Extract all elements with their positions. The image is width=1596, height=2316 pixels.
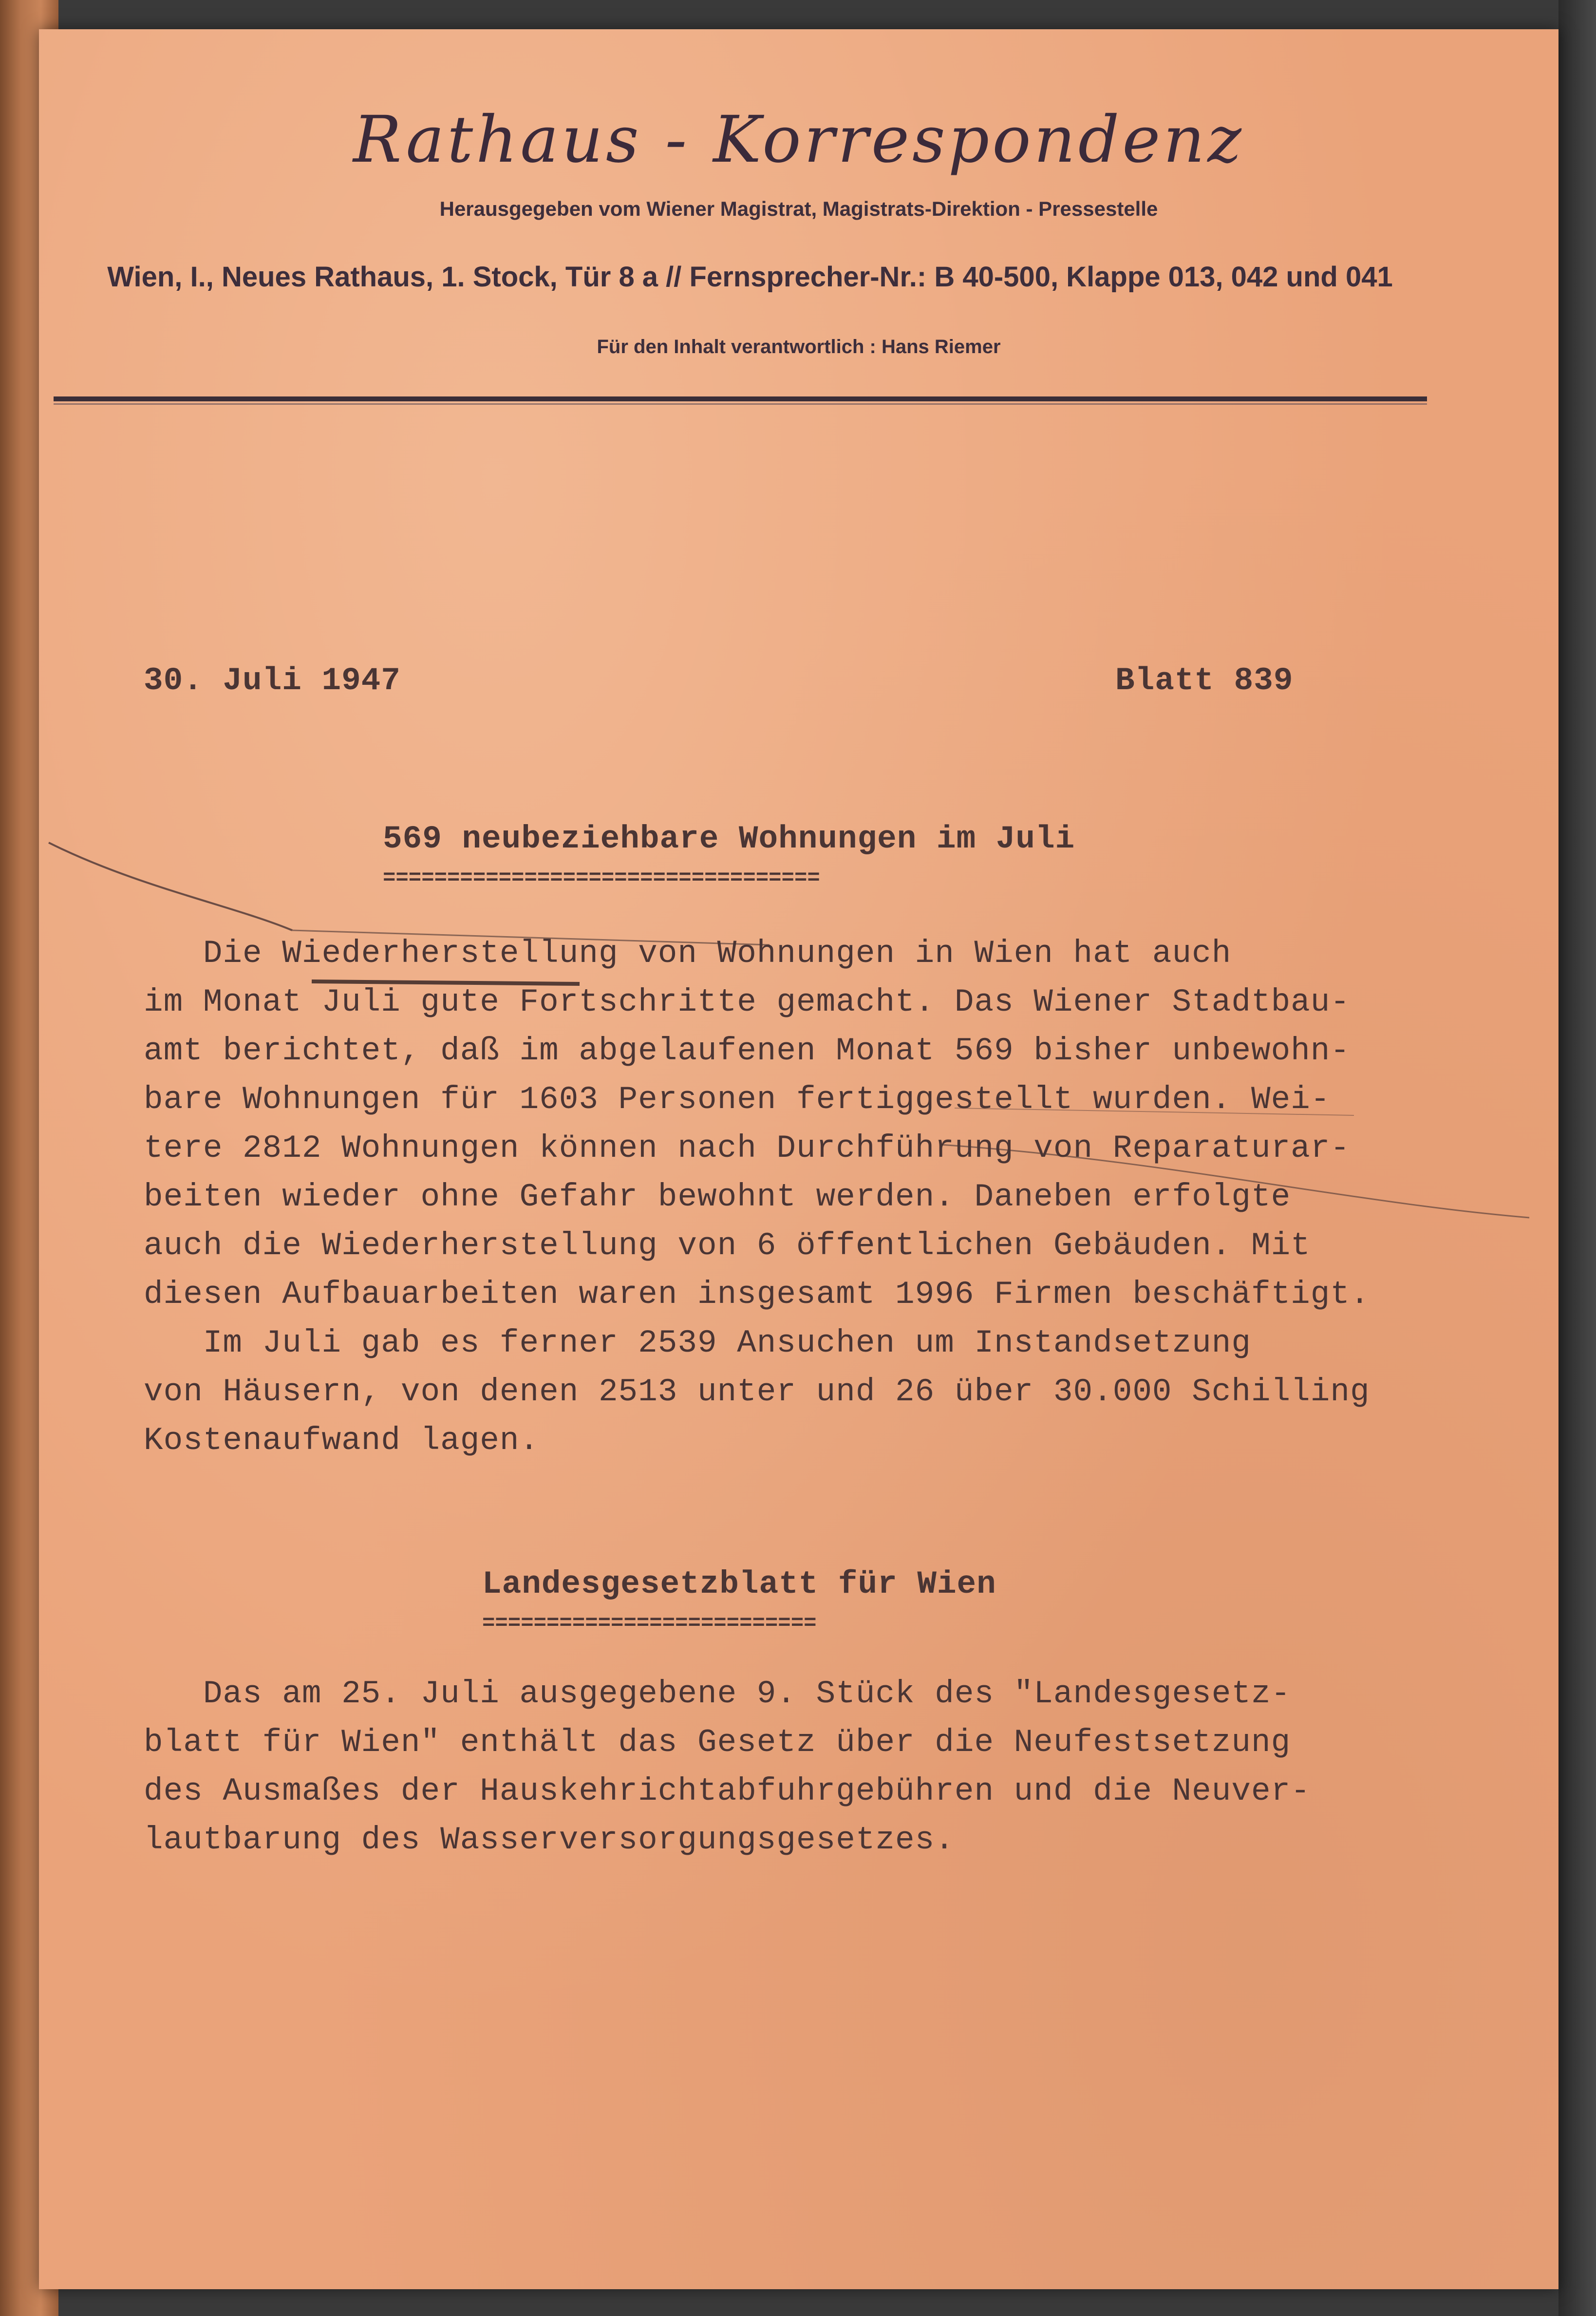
article1-line: diesen Aufbauarbeiten waren insgesamt 1996 Firmen beschäftigt.: [144, 1276, 1370, 1313]
article1-line: im Monat Juli gute Fortschritte gemacht. Das Wiener Stadtbau-: [144, 984, 1350, 1020]
article1-line: Im Juli gab es ferner 2539 Ansuchen um Instandsetzung: [144, 1325, 1251, 1361]
article2-heading: Landesgesetzblatt für Wien: [482, 1566, 996, 1602]
masthead-address: Wien, I., Neues Rathaus, 1. Stock, Tür 8 a // Fernsprecher-Nr.: B 40-500, Klappe 013, 042 und 041: [107, 261, 1393, 293]
article1-line: bare Wohnungen für 1603 Personen fertiggestellt wurden. Wei-: [144, 1081, 1331, 1118]
article1-line: beiten wieder ohne Gefahr bewohnt werden. Daneben erfolgte: [144, 1179, 1291, 1215]
masthead-subtitle: Herausgegeben vom Wiener Magistrat, Magistrats-Direktion - Pressestelle: [439, 197, 1158, 220]
article1-line: amt berichtet, daß im abgelaufenen Monat 569 bisher unbewohn-: [144, 1033, 1350, 1069]
article1-line: Kostenaufwand lagen.: [144, 1422, 540, 1459]
pencil-marks: [39, 29, 1558, 2289]
article2-line: Das am 25. Juli ausgegebene 9. Stück des "Landesgesetz-: [144, 1676, 1291, 1712]
masthead-responsible: Für den Inhalt verantwortlich : Hans Riemer: [597, 336, 1001, 358]
article1-heading-underline: ==================================: [383, 866, 820, 890]
article2-line: lautbarung des Wasserversorgungsgesetzes.: [144, 1822, 955, 1858]
article1-line: tere 2812 Wohnungen können nach Durchführung von Reparaturar-: [144, 1130, 1350, 1167]
article1-line: Die Wiederherstellung von Wohnungen in Wien hat auch: [144, 935, 1232, 972]
article1-line: von Häusern, von denen 2513 unter und 26 über 30.000 Schilling: [144, 1374, 1370, 1410]
article2-line: des Ausmaßes der Hauskehrichtabfuhrgebühren und die Neuver-: [144, 1773, 1311, 1809]
masthead-title: Rathaus - Korrespondenz: [353, 102, 1244, 177]
article2-heading-underline: ==========================: [482, 1611, 817, 1636]
sheet-number: Blatt 839: [1115, 662, 1294, 699]
article2-line: blatt für Wien" enthält das Gesetz über die Neufestsetzung: [144, 1724, 1291, 1761]
scan-background: [1558, 0, 1596, 2316]
document-date: 30. Juli 1947: [144, 662, 401, 699]
article1-heading: 569 neubeziehbare Wohnungen im Juli: [383, 821, 1075, 857]
document-page: [39, 29, 1558, 2289]
article1-line: auch die Wiederherstellung von 6 öffentlichen Gebäuden. Mit: [144, 1227, 1311, 1264]
